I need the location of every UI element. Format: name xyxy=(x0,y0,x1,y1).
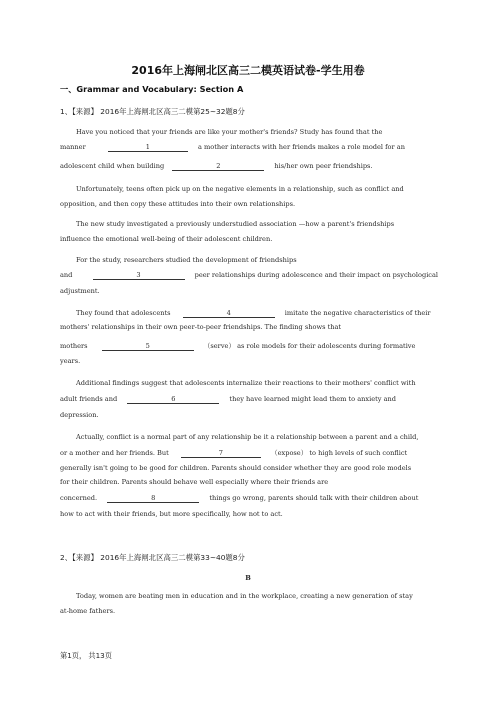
page-footer: 第1页， 共13页 xyxy=(60,651,112,660)
text-segment: mothers xyxy=(60,342,88,350)
blank-5[interactable]: 5 xyxy=(102,342,194,351)
text-line xyxy=(60,271,438,280)
text-segment: imitate the negative characteristics of their xyxy=(284,309,431,317)
text-line xyxy=(76,309,431,318)
text-line: at-home fathers. xyxy=(60,607,116,615)
text-segment: peer relationships during adolescence and their impact on psychological xyxy=(194,271,439,279)
text-line xyxy=(60,143,405,152)
text-segment: his/her own peer friendships. xyxy=(274,162,373,170)
text-line: adjustment. xyxy=(60,287,100,295)
text-segment: things go wrong, parents should talk with their children about xyxy=(209,494,419,502)
text-line xyxy=(60,342,415,351)
text-line: years. xyxy=(60,357,81,365)
text-line: Have you noticed that your friends are like your mother's friends? Study has found that the xyxy=(76,128,383,136)
blank-7[interactable]: 7 xyxy=(181,449,261,458)
section-b-heading: B xyxy=(245,574,251,582)
text-line: influence the emotional well-being of their adolescent children. xyxy=(60,235,273,243)
blank-1[interactable]: 1 xyxy=(108,143,188,152)
text-segment: adult friends and xyxy=(60,395,118,403)
text-segment: manner xyxy=(60,143,86,151)
blank-8[interactable]: 8 xyxy=(107,494,199,503)
text-line: Today, women are beating men in education and in the workplace, creating a new generation of stay xyxy=(76,592,413,600)
blank-2[interactable]: 2 xyxy=(172,162,264,171)
question-1-source: 1、【来源】 2016年上海闸北区高三二模第25~32题8分 xyxy=(60,107,245,116)
text-segment: adolescent child when building xyxy=(60,162,165,170)
question-2-source: 2、【来源】 2016年上海闸北区高三二模第33~40题8分 xyxy=(60,553,245,562)
text-line xyxy=(60,395,396,404)
text-segment: a mother interacts with her friends makes a role model for an xyxy=(197,143,405,151)
text-line: For the study, researchers studied the development of friendships xyxy=(76,256,297,264)
text-line: opposition, and then copy these attitudes into their own relationships. xyxy=(60,200,296,208)
blank-6[interactable]: 6 xyxy=(127,395,219,404)
blank-4[interactable]: 4 xyxy=(183,309,275,318)
text-line: how to act with their friends, but more specifically, how not to act. xyxy=(60,510,283,518)
text-line: The new study investigated a previously understudied association —how a parent's friendships xyxy=(76,220,395,228)
text-segment: （expose） to high levels of such conflict xyxy=(271,449,408,457)
text-line: depression. xyxy=(60,411,99,419)
text-line: for their children. Parents should behave well especially where their friends are xyxy=(60,478,329,486)
text-line xyxy=(60,494,418,503)
text-segment: concerned. xyxy=(60,494,98,502)
text-line: mothers' relationships in their own peer-to-peer friendships. The finding shows that xyxy=(60,323,342,331)
section-heading: 一、Grammar and Vocabulary: Section A xyxy=(60,84,244,94)
text-segment: or a mother and her friends. But xyxy=(60,449,169,457)
text-segment: They found that adolescents xyxy=(76,309,171,317)
text-segment: they have learned might lead them to anxiety and xyxy=(229,395,396,403)
text-line: Additional findings suggest that adolescents internalize their reactions to their mothers' conflict with xyxy=(76,379,416,387)
text-line: Actually, conflict is a normal part of any relationship be it a relationship between a parent and a child, xyxy=(76,433,419,441)
text-line: Unfortunately, teens often pick up on the negative elements in a relationship, such as conflict and xyxy=(76,185,404,193)
text-line: generally isn't going to be good for children. Parents should consider whether they are good role models xyxy=(60,464,412,472)
text-line xyxy=(60,162,373,171)
text-line xyxy=(60,449,407,458)
text-segment: and xyxy=(60,271,73,279)
blank-3[interactable]: 3 xyxy=(93,271,185,280)
page-title: 2016年上海闸北区高三二模英语试卷-学生用卷 xyxy=(131,64,365,77)
text-segment: （serve） as role models for their adolescents during formative xyxy=(203,342,416,350)
